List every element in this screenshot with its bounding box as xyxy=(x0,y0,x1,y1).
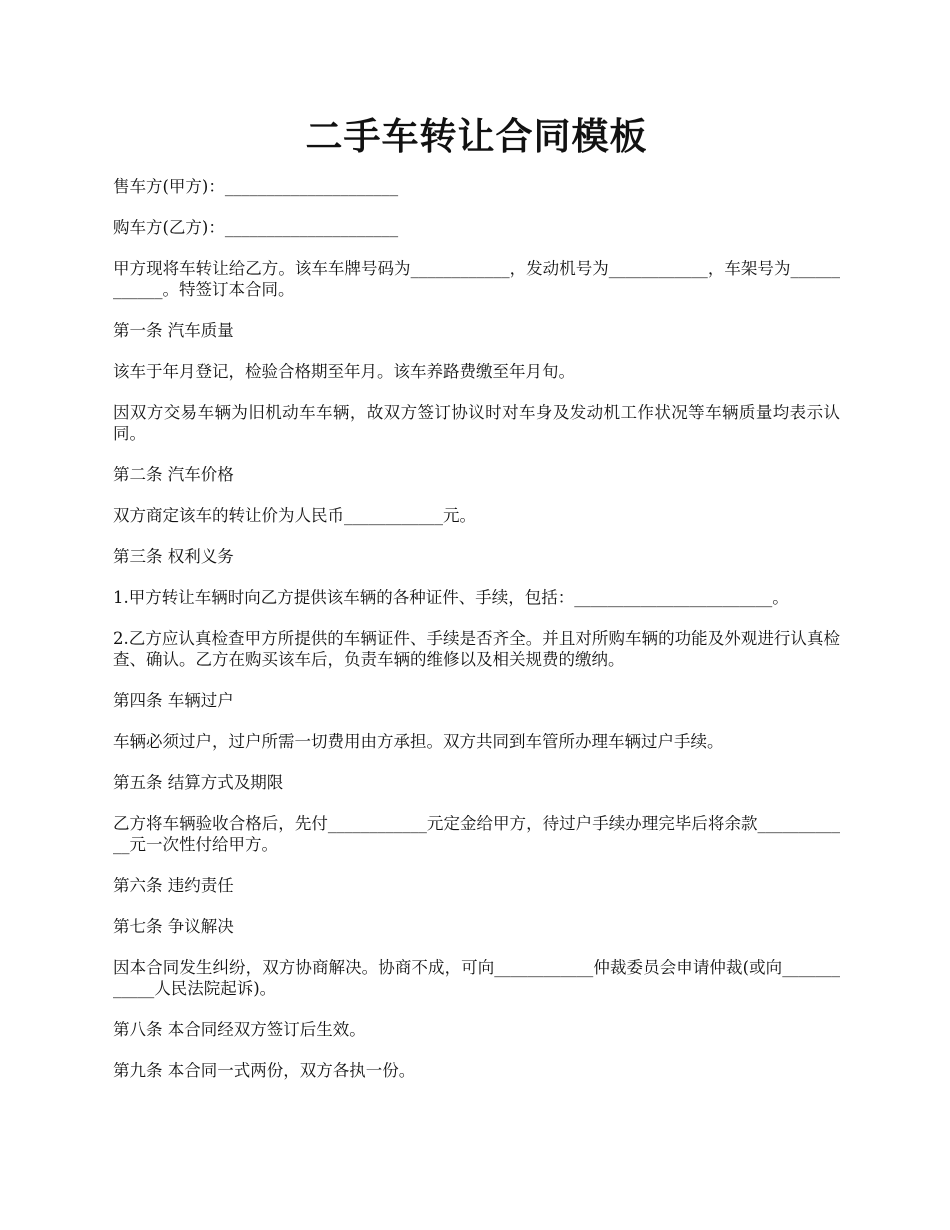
article-4-text: 车辆必须过户，过户所需一切费用由方承担。双方共同到车管所办理车辆过户手续。 xyxy=(113,732,724,751)
article-5-heading: 第五条 结算方式及期限 xyxy=(113,773,284,792)
article-1-text-2: 因双方交易车辆为旧机动车车辆，故双方签订协议时对车身及发动机工作状况等车辆质量均表示认同。 xyxy=(113,403,840,443)
seller-line: 售车方(甲方)：_____________________ xyxy=(113,177,399,196)
article-7-text: 因本合同发生纠纷，双方协商解决。协商不成，可向____________仲裁委员会申请仲裁(或向____________人民法院起诉)。 xyxy=(113,958,840,998)
article-3-heading: 第三条 权利义务 xyxy=(113,547,234,566)
article-3-item-1: 1.甲方转让车辆时向乙方提供该车辆的各种证件、手续，包括：________________________。 xyxy=(113,588,789,607)
article-2-heading: 第二条 汽车价格 xyxy=(113,465,234,484)
article-1-text-1: 该车于年月登记，检验合格期至年月。该车养路费缴至年月旬。 xyxy=(113,362,575,381)
article-1-heading: 第一条 汽车质量 xyxy=(113,321,234,340)
article-5-text: 乙方将车辆验收合格后，先付____________元定金给甲方，待过户手续办理完毕后将余款____________元一次性付给甲方。 xyxy=(113,814,840,854)
intro-paragraph: 甲方现将车转让给乙方。该车车牌号码为____________，发动机号为____________，车架号为____________。特签订本合同。 xyxy=(113,259,840,299)
article-8: 第八条 本合同经双方签订后生效。 xyxy=(113,1020,366,1039)
document-page xyxy=(113,108,840,1101)
article-7-heading: 第七条 争议解决 xyxy=(113,917,234,936)
document-title: 二手车转让合同模板 xyxy=(305,114,648,158)
article-2-text: 双方商定该车的转让价为人民币____________元。 xyxy=(113,506,476,525)
article-3-item-2: 2.乙方应认真检查甲方所提供的车辆证件、手续是否齐全。并且对所购车辆的功能及外观进行认真检查、确认。乙方在购买该车后，负责车辆的维修以及相关规费的缴纳。 xyxy=(113,629,840,669)
article-9: 第九条 本合同一式两份，双方各执一份。 xyxy=(113,1061,416,1080)
article-6-heading: 第六条 违约责任 xyxy=(113,876,234,895)
buyer-line: 购车方(乙方)：_____________________ xyxy=(113,218,399,237)
article-4-heading: 第四条 车辆过户 xyxy=(113,691,234,710)
